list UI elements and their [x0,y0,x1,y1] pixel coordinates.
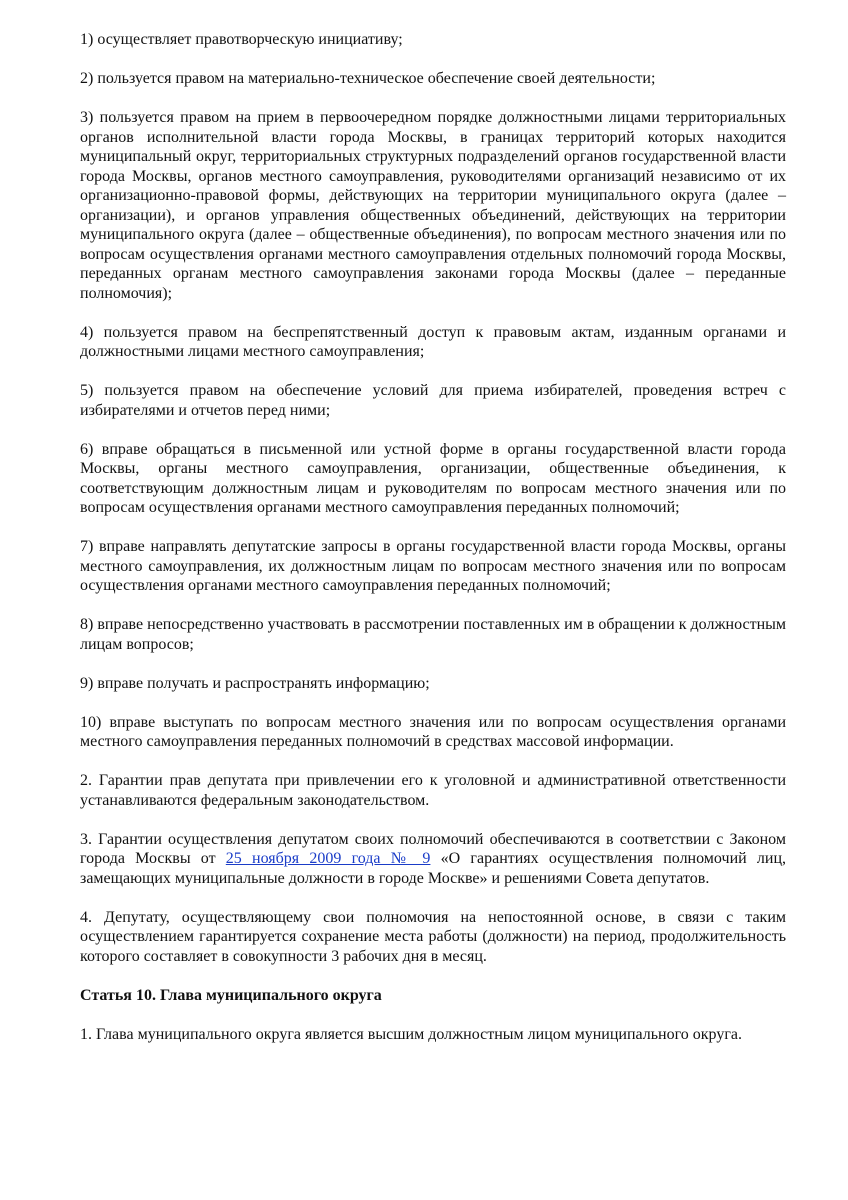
clause-3-text-after: «О гарантиях осуществления полномочий лиц, замещающих муниципальные должности в городе Москве» и решениями Совета депутатов. [80,850,787,887]
clause-2: 2. Гарантии прав депутата при привлечении его к уголовной и административной ответственности устанавливаются федеральным законодательством. [80,772,786,809]
list-item-4: 4) пользуется правом на беспрепятственный доступ к правовым актам, изданным органами и должностными лицами местного самоуправления; [80,323,786,360]
article-10-heading: Статья 10. Глава муниципального округа [80,986,382,1004]
list-item-5: 5) пользуется правом на обеспечение условий для приема избирателей, проведения встреч с избирателями и отчетов перед ними; [80,382,786,419]
list-item-8: 8) вправе непосредственно участвовать в рассмотрении поставленных им в обращении к должностным лицам вопросов; [80,616,786,653]
clause-3-text-before: 3. Гарантии осуществления депутатом своих полномочий обеспечиваются в соответствии с Законом города Москвы от [80,830,786,867]
list-item-7: 7) вправе направлять депутатские запросы в органы государственной власти города Москвы, органы местного самоуправления, их должностным лицам по вопросам местного значения или по вопросам осуществления органами местного самоуправления переданных полномочий; [80,538,786,594]
list-item-1: 1) осуществляет правотворческую инициативу; [80,31,403,48]
list-item-3: 3) пользуется правом на прием в первоочередном порядке должностными лицами территориальных органов исполнительной власти города Москвы, в границах территорий которых находится муниципальный округ, территориальных структурных подразделений органов государственной власти города Москвы, органов местного самоуправления, руководителями организаций независимо от их организационно-правовой формы, действующих на территории муниципального округа (далее – организации), и органов управления общественных объединений, действующих на территории муниципального округа (далее – общественные объединения), по вопросам местного значения или по вопросам осуществления органами местного самоуправления отдельных полномочий города Москвы, переданных органам местного самоуправления законами города Москвы (далее – переданные полномочия); [80,109,786,302]
list-item-2: 2) пользуется правом на материально-техническое обеспечение своей деятельности; [80,70,656,87]
document-page [80,30,786,1064]
list-item-6: 6) вправе обращаться в письменной или устной форме в органы государственной власти города Москвы, органы местного самоуправления, организации, общественные объединения, к соответствующим должностным лицам и руководителям по вопросам местного значения или по вопросам осуществления органами местного самоуправления переданных полномочий; [80,440,786,516]
clause-3 [80,830,786,889]
article-10-clause-1: 1. Глава муниципального округа является высшим должностным лицом муниципального округа. [80,1025,743,1043]
list-item-10: 10) вправе выступать по вопросам местного значения или по вопросам осуществления органами местного самоуправления переданных полномочий в средствах массовой информации. [80,713,786,750]
clause-4: 4. Депутату, осуществляющему свои полномочия на непостоянной основе, в связи с таким осуществлением гарантируется сохранение места работы (должности) на период, продолжительность которого составляет в совокупности 3 рабочих дня в месяц. [80,908,786,965]
law-reference-link[interactable]: 25 ноября 2009 года № 9 [225,850,431,867]
list-item-9: 9) вправе получать и распространять информацию; [80,674,430,692]
